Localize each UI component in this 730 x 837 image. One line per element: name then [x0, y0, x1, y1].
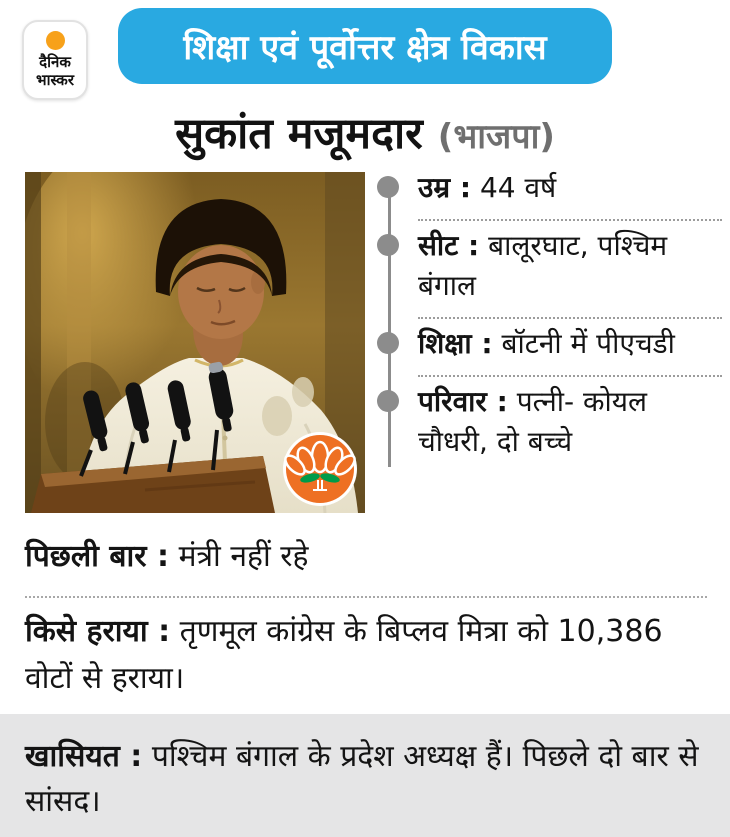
- fact-age-value: 44 वर्ष: [479, 171, 557, 204]
- fact-education-label: शिक्षा :: [418, 327, 493, 360]
- speciality-label: खासियत :: [25, 739, 143, 774]
- fact-age: [418, 163, 722, 219]
- facts-list: [372, 163, 722, 473]
- dainik-bhaskar-logo: [22, 20, 88, 100]
- defeated-label: किसे हराया :: [25, 614, 171, 649]
- fact-seat-label: सीट :: [418, 229, 480, 262]
- timeline-rail: [388, 191, 391, 467]
- title-row: [0, 102, 730, 161]
- defeated-row: [25, 608, 713, 702]
- ministry-header-pill: [118, 8, 612, 84]
- party-name: (भाजपा): [437, 117, 555, 157]
- fact-family: [418, 375, 722, 473]
- speciality-section: [0, 714, 730, 837]
- fact-education-value: बॉटनी में पीएचडी: [501, 327, 675, 360]
- brand-name-line1: दैनिक: [39, 53, 71, 71]
- fact-education: [418, 317, 722, 375]
- fact-family-label: परिवार :: [418, 385, 508, 418]
- sun-icon: [46, 31, 65, 50]
- previous-term-label: पिछली बार :: [25, 539, 170, 574]
- fact-seat: [418, 219, 722, 317]
- previous-term-value: मंत्री नहीं रहे: [178, 539, 309, 574]
- dotted-divider: [25, 596, 707, 598]
- fact-family-value: पत्नी- कोयल चौधरी, दो बच्चे: [418, 385, 648, 458]
- fact-seat-value: बालूरघाट, पश्चिम बंगाल: [418, 229, 668, 302]
- fact-age-label: उम्र :: [418, 171, 472, 204]
- speciality-row: [25, 734, 713, 824]
- previous-term-row: [25, 536, 715, 578]
- ministry-title: शिक्षा एवं पूर्वोत्तर क्षेत्र विकास: [183, 28, 547, 68]
- defeated-value: तृणमूल कांग्रेस के बिप्लव मित्रा को 10,386 वोटों से हराया।: [25, 614, 663, 696]
- brand-name-line2: भास्कर: [36, 71, 74, 89]
- minister-name: सुकांत मजूमदार: [175, 109, 423, 159]
- minister-photo: [25, 172, 365, 513]
- speciality-value: पश्चिम बंगाल के प्रदेश अध्यक्ष हैं। पिछले दो बार से सांसद।: [25, 739, 699, 819]
- photo-scene: [25, 172, 365, 513]
